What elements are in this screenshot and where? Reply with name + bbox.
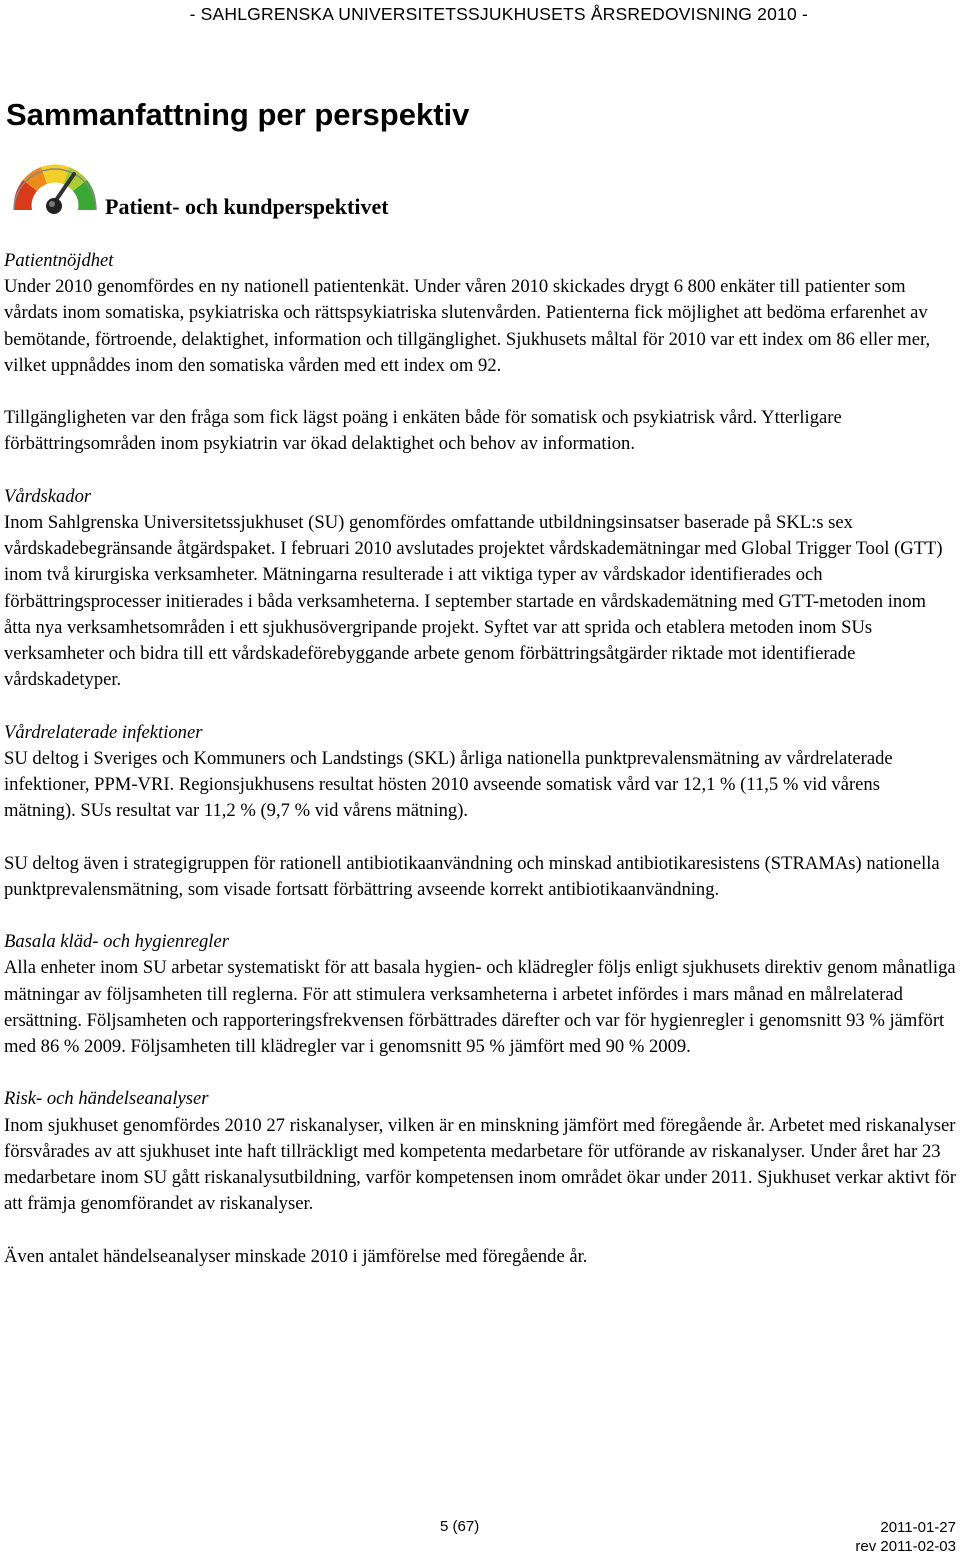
paragraph: Alla enheter inom SU arbetar systematiskt för att basala hygien- och klädregler följs enligt sjukhusets direktiv genom månatliga mätningar av följsamheten till reglerna. För att stimulera verksamheterna i arbetet infördes i mars månad en målrelaterad ersättning. Följsamheten och rapporteringsfrekvensen förbättrades därefter och var för hygienregler i genomsnitt 93 % jämfört med 86 % 2009. Följsamheten till klädregler var i genomsnitt 95 % jämfört med 90 % 2009.	[4, 957, 956, 1058]
heading-riskanalyser: Risk- och händelseanalyser	[4, 1088, 209, 1110]
section-infektioner	[4, 720, 956, 825]
paragraph: Under 2010 genomfördes en ny nationell patientenkät. Under våren 2010 skickades drygt 6 800 enkäter till patienter som vårdats inom somatiska, psykiatriska och rättspsykiatriska slutenvården. Patienterna fick möjlighet att bedöma erfarenhet av bemötande, förtroende, delaktighet, information och tillgänglighet. Sjukhusets måltal för 2010 var ett index om 86 eller mer, vilket uppnåddes inom den somatiska vården med ett index om 92.	[4, 276, 931, 376]
paragraph: SU deltog även i strategigruppen för rationell antibiotikaanvändning och minskad antibiotikaresistens (STRAMAs) nationella punktprevalensmätning, som visade fortsatt förbättring avseende korrekt antibiotikaanvändning.	[4, 852, 940, 900]
gauge-icon	[10, 152, 100, 214]
page-title: Sammanfattning per perspektiv	[6, 97, 470, 132]
footer-dates	[855, 1518, 956, 1556]
paragraph: Inom Sahlgrenska Universitetssjukhuset (SU) genomfördes omfattande utbildningsinsatser baserade på SKL:s sex vårdskadebegränsande åtgärdspaket. I februari 2010 avslutades projektet vårdskademätningar med Global Trigger Tool (GTT) inom två kirurgiska verksamheter. Mätningarna resulterade i att viktiga typer av vårdskador identifierades och förbättringsprocesser initierades i båda verksamheterna. I september startade en vårdskademätning med GTT-metoden inom åtta nya verksamhetsområden i ett sjukhusövergripande projekt. Syftet var att sprida och etablera metoden inom SUs verksamheter och bidra till ett vårdskadeförebyggande arbete genom förbättringsåtgärder riktade mot identifierade vårdskadetyper.	[4, 512, 943, 691]
section-vardskador	[4, 484, 956, 694]
paragraph: Inom sjukhuset genomfördes 2010 27 riskanalyser, vilken är en minskning jämfört med föregående år. Arbetet med riskanalyser försvårades av att sjukhuset inte haft tillräckligt med kompetenta medarbetare för utförande av riskanalyser. Under året har 23 medarbetare inom SU gått riskanalysutbildning, varför kompetensen inom området ökar under 2011. Sjukhuset verkar aktivt för att främja genomförandet av riskanalyser.	[4, 1114, 957, 1215]
heading-infektioner: Vårdrelaterade infektioner	[4, 721, 203, 743]
heading-hygienregler: Basala kläd- och hygienregler	[4, 931, 229, 953]
running-header: - SAHLGRENSKA UNIVERSITETSSJUKHUSETS ÅRSREDOVISNING 2010 -	[189, 4, 808, 24]
paragraph: Tillgängligheten var den fråga som fick lägst poäng i enkäten både för somatisk och psykiatrisk vård. Ytterligare förbättringsområden inom psykiatrin var ökad delaktighet och behov av information.	[4, 407, 842, 455]
document-body	[4, 248, 956, 1296]
section-hygienregler	[4, 929, 956, 1060]
footer-date: 2011-01-27	[880, 1519, 956, 1536]
heading-vardskador: Vårdskador	[4, 485, 92, 507]
paragraph: Även antalet händelseanalyser minskade 2010 i jämförelse med föregående år.	[4, 1245, 588, 1267]
page-number: 5 (67)	[440, 1518, 480, 1535]
section-patientnojdhet	[4, 248, 956, 379]
heading-patientnojdhet: Patientnöjdhet	[4, 250, 114, 271]
perspective-label: Patient- och kundperspektivet	[105, 194, 389, 219]
section-riskanalyser	[4, 1086, 956, 1217]
paragraph: SU deltog i Sveriges och Kommuners och Landstings (SKL) årliga nationella punktprevalensmätning av vårdrelaterade infektioner, PPM-VRI. Regionsjukhusens resultat hösten 2010 avseende somatisk vård var 12,1 % (11,5 % vid vårens mätning). SUs resultat var 11,2 % (9,7 % vid vårens mätning).	[4, 747, 893, 822]
footer-revision: rev 2011-02-03	[855, 1538, 956, 1555]
